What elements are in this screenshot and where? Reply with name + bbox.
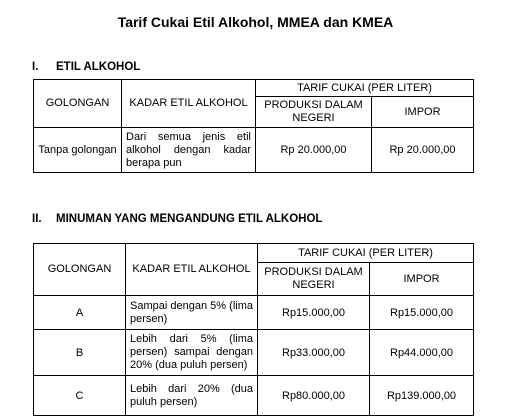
cell-impor: Rp 20.000,00: [372, 128, 474, 173]
cell-kadar: Lebih dari 20% (dua puluh persen): [126, 376, 258, 416]
section-2-heading: [32, 213, 322, 225]
table-row: [34, 296, 474, 330]
header-impor: IMPOR: [370, 263, 474, 296]
cell-kadar: Lebih dari 5% (lima persen) sampai dengan 20% (dua puluh persen): [126, 330, 258, 376]
table-row: [34, 128, 474, 173]
header-golongan: GOLONGAN: [34, 244, 126, 296]
header-impor: IMPOR: [372, 97, 474, 128]
header-golongan: GOLONGAN: [34, 80, 122, 128]
header-kadar: KADAR ETIL ALKOHOL: [122, 80, 256, 128]
section-2-number: II.: [32, 213, 42, 225]
table-row: [34, 376, 474, 416]
cell-produksi: Rp80.000,00: [258, 376, 370, 416]
section-2-title: MINUMAN YANG MENGANDUNG ETIL ALKOHOL: [56, 213, 323, 225]
cell-produksi: Rp 20.000,00: [256, 128, 372, 173]
ethyl-alcohol-table: [33, 79, 474, 173]
cell-golongan: A: [34, 296, 126, 330]
header-tarif: TARIF CUKAI (PER LITER): [256, 80, 474, 97]
cell-produksi: Rp15.000,00: [258, 296, 370, 330]
header-kadar: KADAR ETIL ALKOHOL: [126, 244, 258, 296]
document-title: Tarif Cukai Etil Alkohol, MMEA dan KMEA: [117, 14, 394, 30]
header-tarif: TARIF CUKAI (PER LITER): [258, 244, 474, 263]
section-1-heading: [32, 61, 140, 73]
section-1-number: I.: [32, 61, 39, 73]
section-1-title: ETIL ALKOHOL: [56, 61, 141, 73]
header-produksi: PRODUKSI DALAM NEGERI: [258, 263, 370, 296]
cell-impor: Rp139.000,00: [370, 376, 474, 416]
table-header-row: [34, 244, 474, 263]
cell-golongan: B: [34, 330, 126, 376]
cell-golongan: C: [34, 376, 126, 416]
cell-impor: Rp44.000,00: [370, 330, 474, 376]
cell-kadar: Sampai dengan 5% (lima persen): [126, 296, 258, 330]
cell-golongan: Tanpa golongan: [34, 128, 122, 173]
table-row: [34, 330, 474, 376]
table-header-row: [34, 80, 474, 97]
cell-produksi: Rp33.000,00: [258, 330, 370, 376]
cell-impor: Rp15.000,00: [370, 296, 474, 330]
header-produksi: PRODUKSI DALAM NEGERI: [256, 97, 372, 128]
beverage-alcohol-table: [33, 243, 474, 416]
cell-kadar: Dari semua jenis etil alkohol dengan kadar berapa pun: [122, 128, 256, 173]
